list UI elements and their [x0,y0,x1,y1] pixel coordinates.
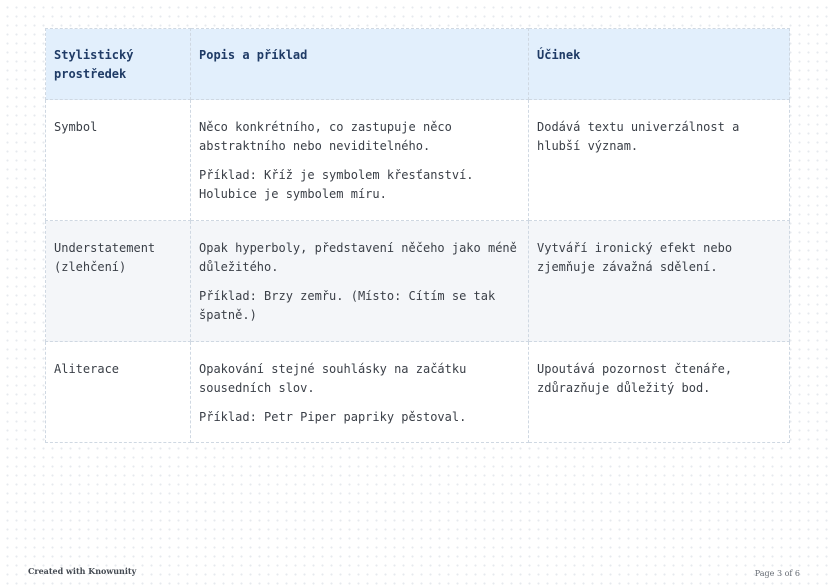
description-cell [191,221,529,342]
example-text: Příklad: Brzy zemřu. (Místo: Cítím se tak špatně.) [199,289,496,322]
effect-cell: Dodává textu univerzálnost a hlubší význam. [529,100,790,221]
example-text: Příklad: Kříž je symbolem křesťanství. Holubice je symbolem míru. [199,168,474,201]
description-text: Opak hyperboly, představení něčeho jako méně důležitého. [199,241,517,274]
term-cell: Symbol [46,100,191,221]
page-number: Page 3 of 6 [754,569,800,578]
description-text: Opakování stejné souhlásky na začátku sousedních slov. [199,362,467,395]
example-text: Příklad: Petr Piper papriky pěstoval. [199,410,467,424]
footer-credit: Created with Knowunity [28,566,137,576]
description-text: Něco konkrétního, co zastupuje něco abstraktního nebo neviditelného. [199,120,452,153]
table-row [46,221,790,342]
effect-cell: Upoutává pozornost čtenáře, zdůrazňuje důležitý bod. [529,342,790,443]
header-description: Popis a příklad [191,29,529,100]
table-header-row [46,29,790,100]
description-cell [191,100,529,221]
term-cell: Aliterace [46,342,191,443]
table-row [46,100,790,221]
description-cell [191,342,529,443]
effect-cell: Vytváří ironický efekt nebo zjemňuje závažná sdělení. [529,221,790,342]
term-cell: Understatement (zlehčení) [46,221,191,342]
header-device: Stylistický prostředek [46,29,191,100]
header-effect: Účinek [529,29,790,100]
stylistic-devices-table [45,28,790,443]
table-row [46,342,790,443]
